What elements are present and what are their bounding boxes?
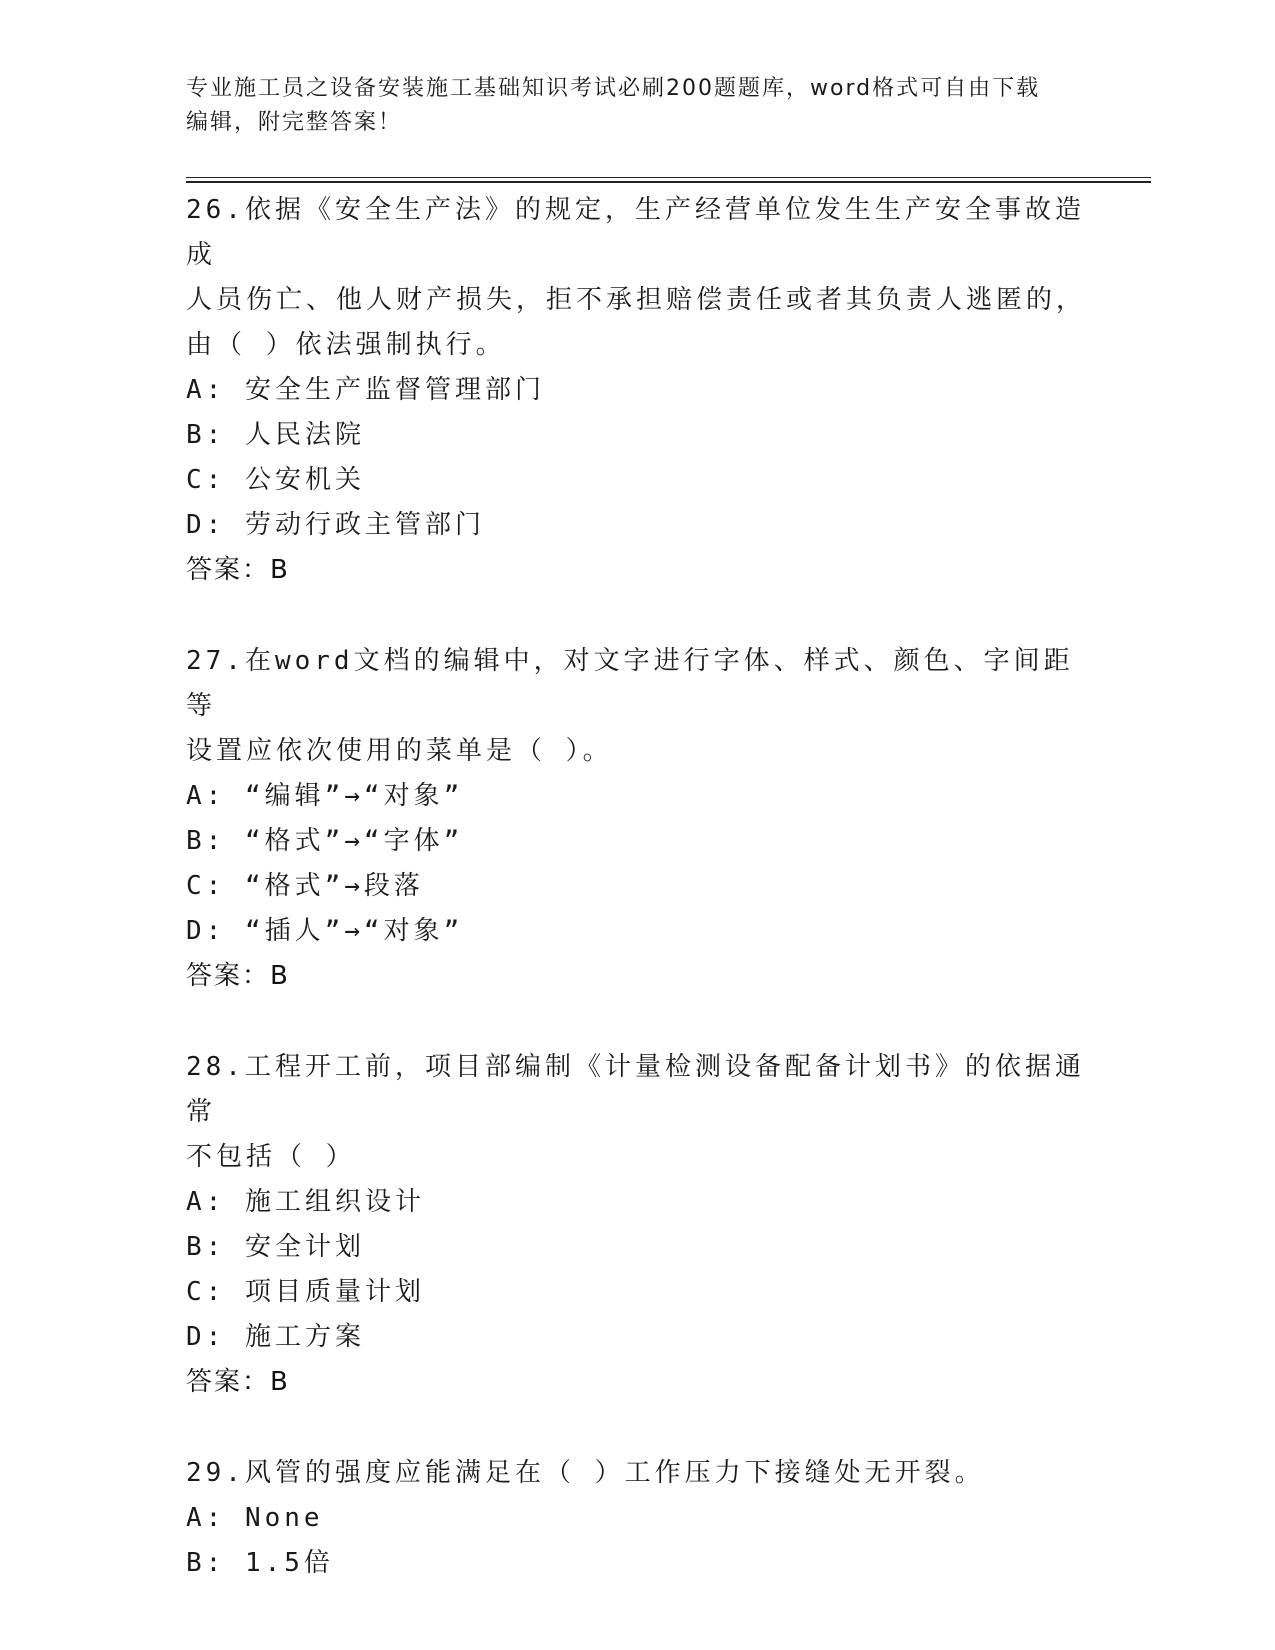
option-a: A: 安全生产监督管理部门 (186, 375, 545, 405)
option-d: D: “插人”→“对象” (186, 916, 464, 946)
option-c: C: 公安机关 (186, 465, 365, 495)
question-28 (186, 1045, 1086, 1405)
question-stem-line: 由（ ）依法强制执行。 (186, 330, 506, 360)
option-c: C: “格式”→段落 (186, 871, 424, 901)
option-b: B: 安全计划 (186, 1232, 365, 1262)
question-stem-line: 27.在word文档的编辑中，对文字进行字体、样式、颜色、字间距等 (186, 646, 1074, 721)
question-29 (186, 1451, 1086, 1586)
option-b: B: “格式”→“字体” (186, 826, 464, 856)
answer: 答案：B (186, 961, 290, 991)
header-divider-thick (186, 181, 1151, 183)
question-26 (186, 188, 1086, 593)
option-a: A: “编辑”→“对象” (186, 781, 464, 811)
question-27 (186, 639, 1086, 999)
header-divider-thin (186, 177, 1151, 178)
option-d: D: 施工方案 (186, 1322, 365, 1352)
option-c: C: 项目质量计划 (186, 1277, 425, 1307)
question-stem-line: 28.工程开工前，项目部编制《计量检测设备配备计划书》的依据通常 (186, 1052, 1085, 1127)
header-title-line-2: 编辑，附完整答案！ (186, 110, 403, 135)
header-title-line-1: 专业施工员之设备安装施工基础知识考试必刷200题题库，word格式可自由下载 (186, 76, 1041, 101)
question-stem-line: 人员伤亡、他人财产损失，拒不承担赔偿责任或者其负责人逃匿的， (186, 285, 1087, 315)
question-stem-line: 26.依据《安全生产法》的规定，生产经营单位发生生产安全事故造成 (186, 195, 1085, 270)
question-stem-line: 不包括（ ） (186, 1142, 356, 1172)
option-a: A: None (186, 1503, 324, 1533)
question-list (186, 188, 1086, 1632)
option-b: B: 1.5倍 (186, 1548, 334, 1578)
option-a: A: 施工组织设计 (186, 1187, 425, 1217)
question-stem-line: 29.风管的强度应能满足在（ ）工作压力下接缝处无开裂。 (186, 1458, 985, 1488)
option-b: B: 人民法院 (186, 420, 365, 450)
option-d: D: 劳动行政主管部门 (186, 510, 485, 540)
answer: 答案：B (186, 1367, 290, 1397)
question-stem-line: 设置应依次使用的菜单是（ ）。 (186, 736, 613, 766)
answer: 答案：B (186, 555, 290, 585)
document-header (186, 72, 1086, 140)
